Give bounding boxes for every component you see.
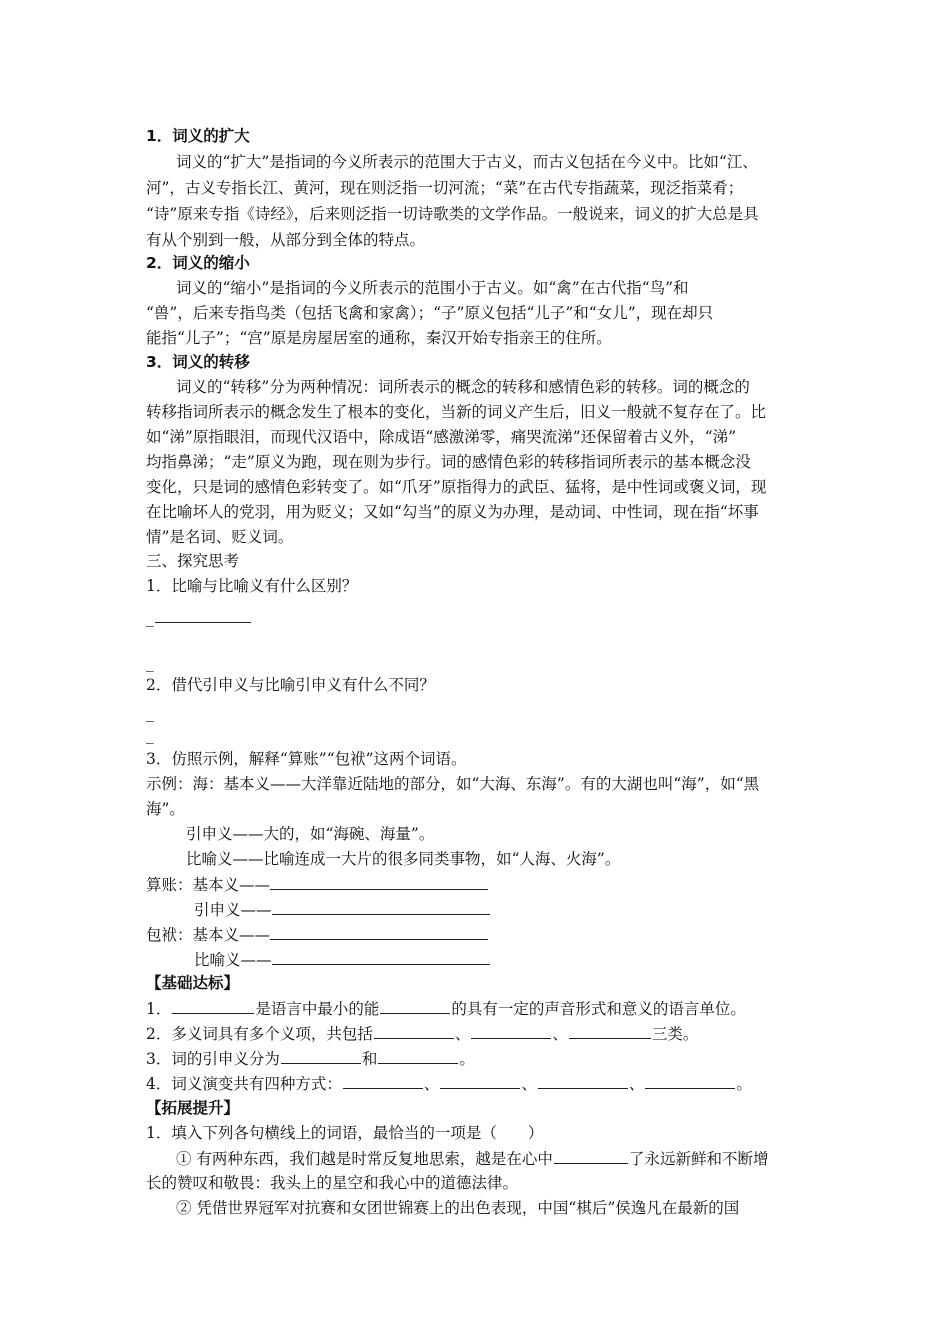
answer-blank[interactable] (270, 873, 488, 890)
paragraph-line: “诗”原来专指《诗经》，后来则泛指一切诗歌类的文学作品。一般说来，词义的扩大总是具 (146, 205, 759, 223)
paragraph-line: 转移指词所表示的概念发生了根本的变化，当新的词义产生后，旧义一般就不复存在了。比 (146, 403, 767, 421)
basic-q4: 4．词义演变共有四种方式： 、 、 、 。 (146, 1072, 816, 1095)
paragraph-line: 有从个别到一般，从部分到全体的特点。 (146, 231, 426, 249)
basic-q1: 1． 是语言中最小的能 的具有一定的声音形式和意义的语言单位。 (146, 997, 816, 1020)
basic-q3: 3．词的引申义分为 和 。 (146, 1047, 816, 1070)
paragraph-line: 变化，只是词的感情色彩转变了。如“爪牙”原指得力的武臣、猛将，是中性词或褒义词，现 (146, 478, 767, 496)
example-line: 比喻义——比喻连成一大片的很多同类事物，如“人海、火海”。 (186, 850, 621, 868)
paragraph-line: 均指鼻涕；“走”原义为跑，现在则为步行。词的感情色彩的转移指词所表示的基本概念没 (146, 453, 751, 471)
extend-heading: 【拓展提升】 (146, 1099, 240, 1117)
fill-row-suanzhang-extended: 引申义—— (194, 898, 864, 921)
answer-blank[interactable] (343, 1072, 423, 1089)
answer-dash[interactable]: _ (146, 654, 154, 672)
paragraph-line: 词义的“转移”分为两种情况：词所表示的概念的转移和感情色彩的转移。词的概念的 (176, 378, 750, 396)
answer-blank[interactable] (471, 1022, 551, 1039)
extend-q1: 1．填入下列各句横线上的词语，最恰当的一项是（ ） (146, 1124, 544, 1142)
example-line: 海”。 (146, 800, 185, 818)
answer-blank[interactable] (645, 1072, 735, 1089)
question-3: 3．仿照示例，解释“算账”“包袱”这两个词语。 (146, 750, 467, 768)
section-heading-expansion: 1．词义的扩大 (146, 127, 250, 145)
question-2: 2．借代引申义与比喻引申义有什么不同？ (146, 676, 435, 694)
basic-heading: 【基础达标】 (146, 974, 240, 992)
extend-sentence-1: ① 有两种东西，我们越是时常反复地思索，越是在心中 了永远新鲜和不断增 (176, 1147, 846, 1170)
paragraph-line: 词义的“扩大”是指词的今义所表示的范围大于古义，而古义包括在今义中。比如“江、 (176, 153, 758, 171)
answer-dash[interactable]: _ (146, 704, 154, 722)
example-line: 示例：海：基本义——大洋靠近陆地的部分，如“大海、东海”。有的大湖也叫“海”，如“黑 (146, 775, 760, 793)
paragraph-line: 在比喻坏人的党羽，用为贬义；又如“勾当”的原义为办理，是动词、中性词，现在指“坏事 (146, 503, 759, 521)
fill-row-baofu-metaphor: 比喻义—— (194, 948, 864, 971)
answer-blank[interactable] (172, 997, 254, 1014)
paragraph-line: “兽”，后来专指鸟类（包括飞禽和家禽）；“子”原义包括“儿子”和“女儿”，现在却只 (146, 304, 714, 322)
paragraph-line: 能指“儿子”；“宫”原是房屋居室的通称，秦汉开始专指亲王的住所。 (146, 329, 612, 347)
answer-blank[interactable] (270, 923, 488, 940)
inquiry-heading: 三、探究思考 (146, 552, 240, 570)
fill-row-baofu-basic: 包袱：基本义—— (146, 923, 816, 946)
paragraph-line: 如“涕”原指眼泪，而现代汉语中，除成语“感激涕零，痛哭流涕”还保留着古义外，“涕” (146, 428, 737, 446)
answer-dash[interactable]: _ (146, 726, 154, 744)
answer-line-1[interactable]: _ (146, 606, 252, 629)
basic-q2: 2．多义词具有多个义项，共包括 、 、 三类。 (146, 1022, 816, 1045)
question-1: 1．比喻与比喻义有什么区别？ (146, 577, 358, 595)
example-line: 引申义——大的，如“海碗、海量”。 (186, 825, 435, 843)
answer-blank[interactable] (378, 1047, 458, 1064)
paragraph-line: 情”是名词、贬义词。 (146, 528, 294, 546)
answer-blank[interactable] (380, 997, 450, 1014)
answer-blank[interactable] (440, 1072, 520, 1089)
answer-blank[interactable] (554, 1147, 628, 1164)
extend-sentence-2: ② 凭借世界冠军对抗赛和女团世锦赛上的出色表现，中国“棋后”侯逸凡在最新的国 (176, 1199, 740, 1217)
paragraph-line: 词义的“缩小”是指词的今义所表示的范围小于古义。如“禽”在古代指“鸟”和 (176, 279, 689, 297)
section-heading-transfer: 3．词义的转移 (146, 353, 250, 371)
fill-row-suanzhang-basic: 算账：基本义—— (146, 873, 816, 896)
answer-blank[interactable] (569, 1022, 651, 1039)
answer-blank[interactable] (272, 948, 490, 965)
answer-blank[interactable] (538, 1072, 628, 1089)
section-heading-narrowing: 2．词义的缩小 (146, 254, 250, 272)
extend-sentence-1-cont: 长的赞叹和敬畏：我头上的星空和我心中的道德法律。 (146, 1174, 519, 1192)
answer-blank[interactable] (272, 898, 490, 915)
paragraph-line: 河”，古义专指长江、黄河，现在则泛指一切河流；“菜”在古代专指蔬菜，现泛指菜肴； (146, 179, 744, 197)
answer-blank[interactable] (281, 1047, 361, 1064)
answer-blank[interactable] (374, 1022, 454, 1039)
